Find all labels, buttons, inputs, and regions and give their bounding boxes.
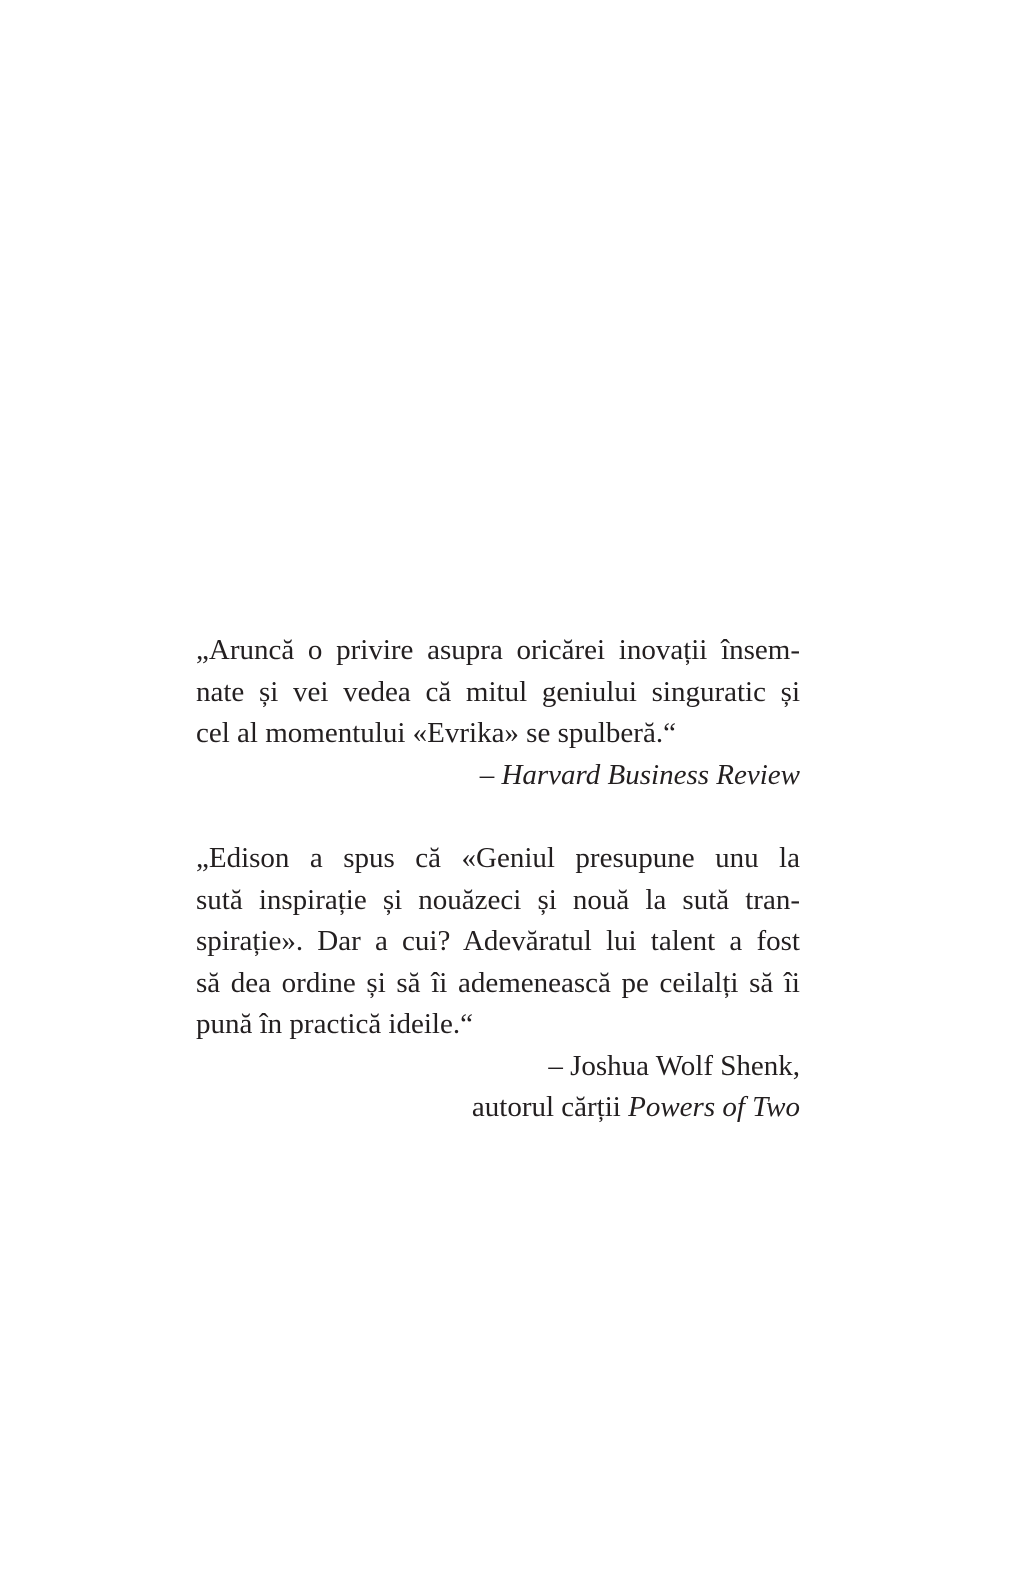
quote-line: „Aruncă o privire asupra oricărei inovații însem- (196, 634, 800, 666)
attribution (196, 755, 800, 797)
quote-line: nate și vei vedea că mitul geniului singuratic și (196, 675, 800, 708)
quote-shenk (196, 838, 800, 1129)
book-prefix: autorul cărții (471, 1091, 629, 1123)
quote-harvard (196, 630, 800, 796)
attribution-author: – Joshua Wolf Shenk, (548, 1049, 800, 1082)
book-title: Powers of Two (628, 1091, 800, 1123)
quote-line: „Edison a spus că «Geniul presupune unu la (196, 842, 800, 874)
attribution-book (196, 1087, 800, 1129)
quote-line: sută inspirație și nouăzeci și nouă la sută tran- (196, 883, 800, 916)
dash: – (479, 758, 502, 791)
quote-line: spirație». Dar a cui? Adevăratul lui talent a fost (196, 925, 800, 957)
quote-line: să dea ordine și să îi ademenească pe ceilalți să îi (196, 966, 800, 999)
source-title: Harvard Business Review (501, 758, 800, 791)
quote-line: pună în practică ideile.“ (196, 1008, 473, 1040)
quote-line: cel al momentului «Evrika» se spulberă.“ (196, 717, 676, 749)
